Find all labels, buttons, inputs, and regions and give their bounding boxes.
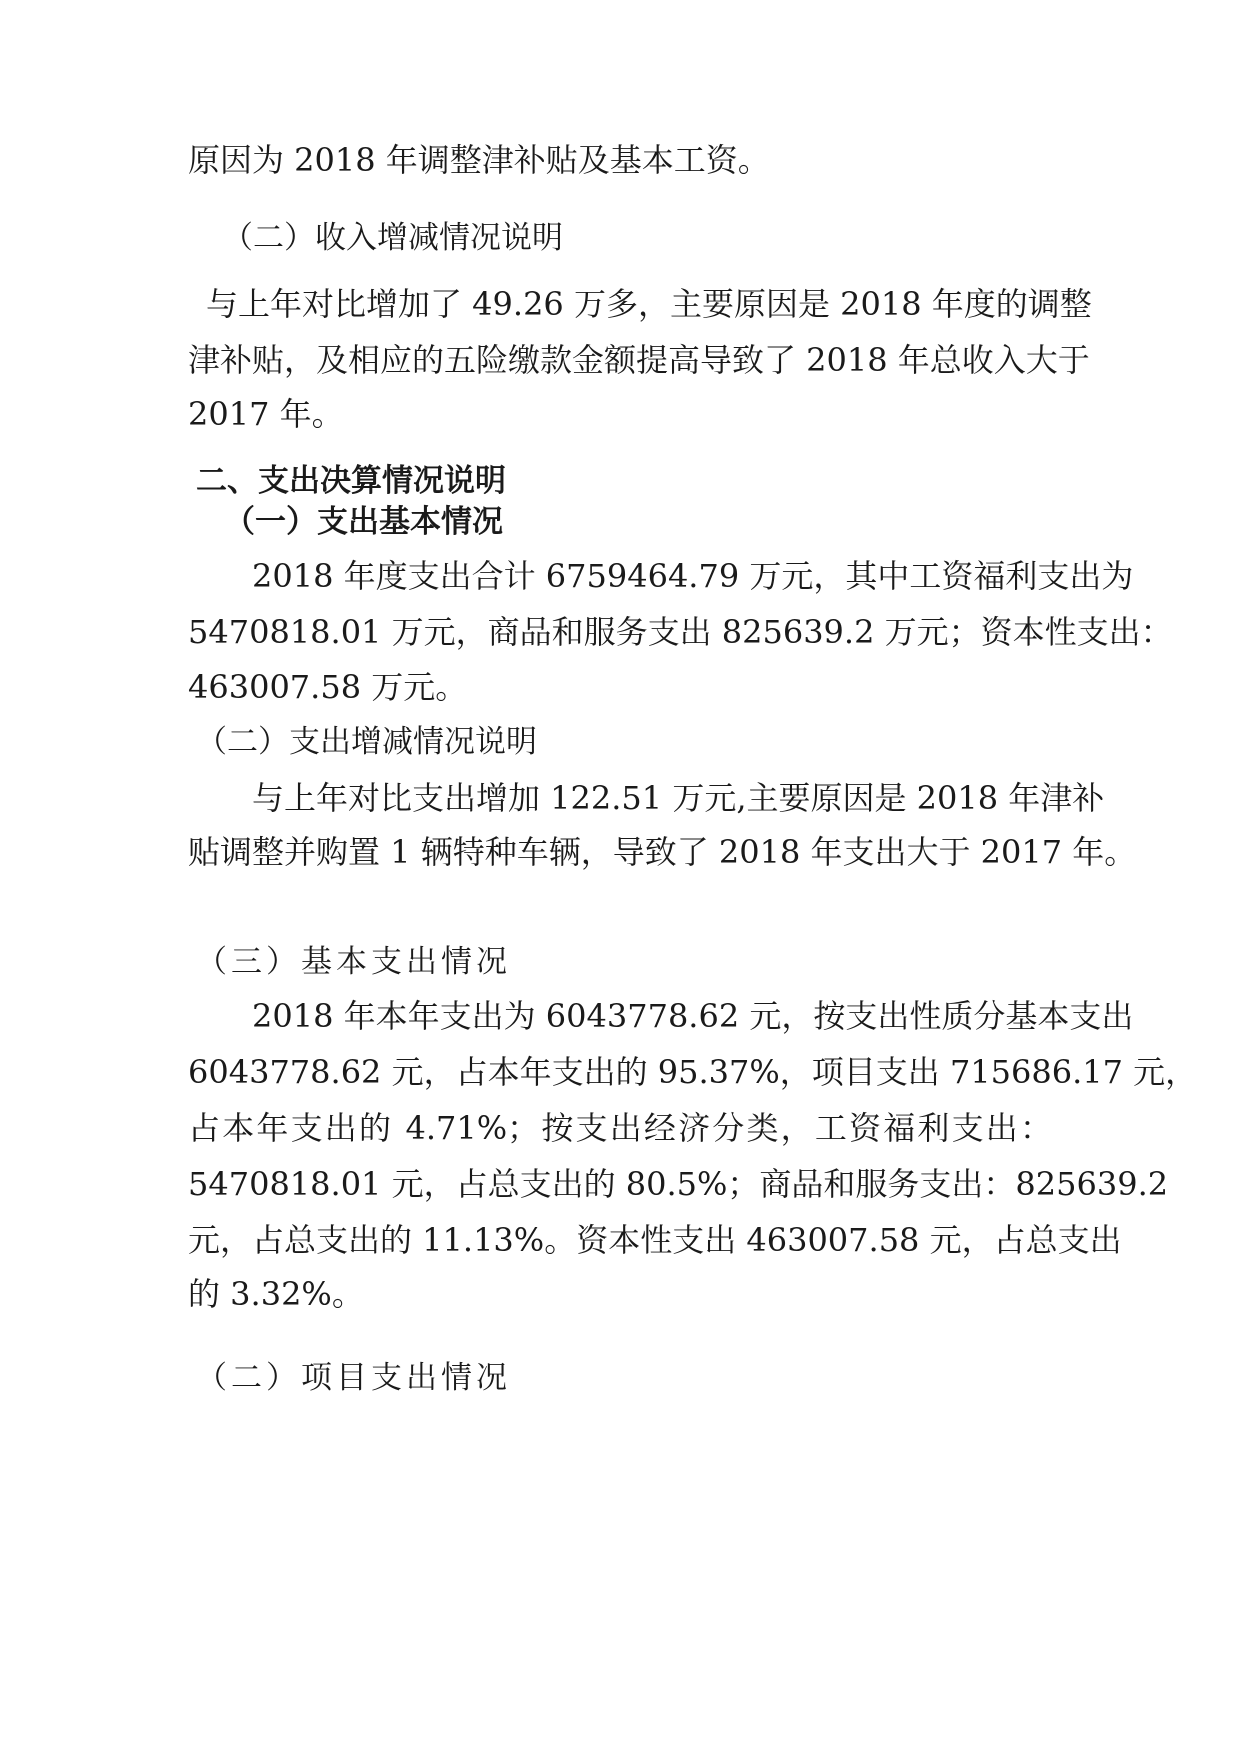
paragraph-line: 津补贴，及相应的五险缴款金额提高导致了 2018 年总收入大于 <box>188 341 1090 379</box>
paragraph-line: 5470818.01 元，占总支出的 80.5%；商品和服务支出：825639.2 <box>188 1165 1169 1203</box>
section-subheading: （三）基本支出情况 <box>196 944 511 980</box>
section-heading: 二、支出决算情况说明 <box>196 463 506 499</box>
paragraph-line: 元，占总支出的 11.13%。资本性支出 463007.58 元，占总支出 <box>188 1221 1122 1259</box>
paragraph-line: 463007.58 万元。 <box>188 668 468 706</box>
paragraph-line: 原因为 2018 年调整津补贴及基本工资。 <box>188 141 770 179</box>
paragraph-line: 2018 年本年支出为 6043778.62 元，按支出性质分基本支出 <box>252 997 1134 1035</box>
paragraph-line: 2018 年度支出合计 6759464.79 万元，其中工资福利支出为 <box>252 557 1134 595</box>
paragraph-line: 5470818.01 万元，商品和服务支出 825639.2 万元；资本性支出： <box>188 613 1173 651</box>
paragraph-line: 的 3.32%。 <box>188 1275 364 1313</box>
section-subheading: （二）支出增减情况说明 <box>196 724 537 760</box>
paragraph-line: 贴调整并购置 1 辆特种车辆，导致了 2018 年支出大于 2017 年。 <box>188 833 1137 871</box>
section-subheading: （一）支出基本情况 <box>224 504 503 540</box>
section-subheading: （二）项目支出情况 <box>196 1360 511 1396</box>
paragraph-line: 占本年支出的 4.71%；按支出经济分类，工资福利支出： <box>188 1109 1052 1147</box>
paragraph-line: 与上年对比支出增加 122.51 万元,主要原因是 2018 年津补 <box>252 779 1105 817</box>
paragraph-line: 6043778.62 元，占本年支出的 95.37%，项目支出 715686.17 元， <box>188 1053 1198 1091</box>
paragraph-line: 2017 年。 <box>188 395 344 433</box>
section-subheading: （二）收入增减情况说明 <box>222 220 563 256</box>
paragraph-line: 与上年对比增加了 49.26 万多，主要原因是 2018 年度的调整 <box>206 285 1092 323</box>
